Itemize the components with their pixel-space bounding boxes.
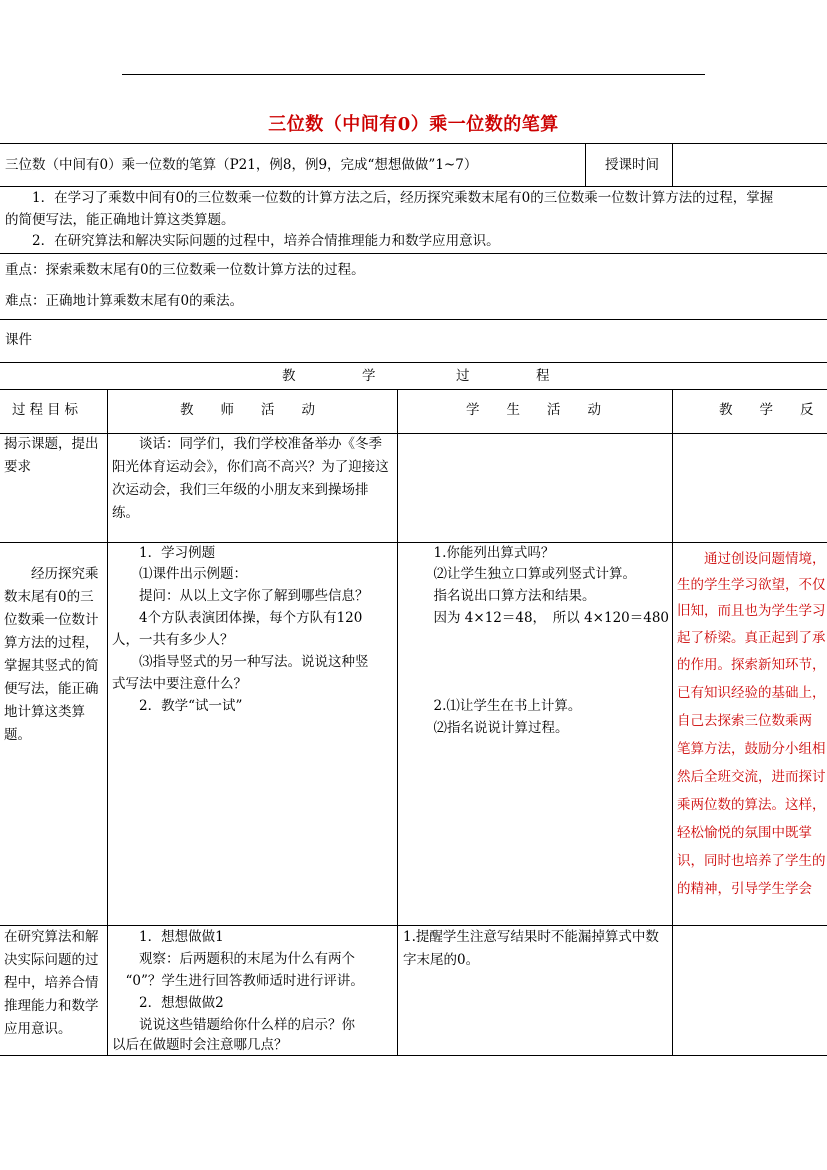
row2-teacher-line: ⑶指导竖式的另一种写法。说说这种竖: [112, 654, 369, 670]
row2-teacher-line: 1．学习例题: [112, 545, 216, 561]
row1-goal: 揭示课题，提出要求: [4, 436, 99, 475]
row2-teacher-line: 式写法中要注意什么？: [112, 676, 247, 692]
row2-reflection-line: 自己去探索三位数乘两: [677, 713, 812, 729]
row2-reflection-line: 起了桥梁。真正起到了承: [677, 630, 826, 646]
row2-student-line: ⑵让学生独立口算或列竖式计算。: [420, 566, 636, 582]
row2-reflection-line: 的作用。探索新知环节，: [677, 657, 826, 673]
table-border: [397, 389, 398, 1055]
row2-student-line: ⑵指名说说计算过程。: [420, 720, 569, 736]
table-border: [585, 143, 586, 186]
row2-student-line: 因为 4×12＝48， 所以 4×120＝480: [420, 610, 670, 626]
table-border: [0, 253, 827, 254]
row2-student-line: 2.⑴让学生在书上计算。: [420, 698, 582, 714]
key-point: 重点：探索乘数末尾有0的三位数乘一位数计算方法的过程。: [5, 262, 365, 278]
table-border: [107, 389, 108, 1055]
row3-teacher-line: 观察：后两题积的末尾为什么有两个: [112, 951, 355, 967]
column-header-student: 学 生 活 动: [466, 402, 601, 418]
row2-reflection-line: 识，同时也培养了学生的: [677, 853, 826, 869]
row2-reflection-line: 已有知识经验的基础上，: [677, 685, 826, 701]
process-header-char: 教: [282, 368, 296, 384]
process-header-char: 学: [362, 368, 376, 384]
header-rule: [122, 74, 705, 75]
time-label: 授课时间: [605, 157, 659, 173]
materials: 课件: [5, 332, 32, 348]
objective-line: 的简便写法，能正确地计算这类算题。: [5, 212, 235, 228]
row2-reflection-line: 乘两位数的算法。这样，: [677, 797, 826, 813]
row2-teacher-line: 人，一共有多少人？: [112, 632, 234, 648]
row3-teacher-line: 以后在做题时会注意哪几点？: [112, 1037, 288, 1053]
row2-reflection-line: 旧知，而且也为学生学习: [677, 603, 826, 619]
process-header-char: 过: [456, 368, 470, 384]
row2-student-line: 1.你能列出算式吗？: [420, 545, 555, 561]
table-border: [0, 389, 827, 390]
row2-goal: 经历探究乘数末尾有0的三位数乘一位数计算方法的过程，掌握其竖式的简便写法，能正确地计算这类算题。: [4, 566, 99, 743]
table-border: [672, 389, 673, 1055]
column-header-reflection: 教 学 反: [719, 402, 814, 418]
row3-teacher-line: 1．想想做做1: [112, 929, 224, 945]
row2-reflection-line: 的精神，引导学生学会: [677, 881, 812, 897]
table-border: [672, 143, 673, 186]
difficulty: 难点：正确地计算乘数末尾有0的乘法。: [5, 293, 244, 309]
row3-goal: 在研究算法和解决实际问题的过程中，培养合情推理能力和数学应用意识。: [4, 929, 99, 1037]
row3-teacher-line: “0”？学生进行回答教师适时进行评讲。: [112, 973, 364, 989]
row2-reflection-line: 然后全班交流，进而探讨: [677, 769, 826, 785]
table-border: [0, 143, 827, 144]
objective-line: 1．在学习了乘数中间有0的三位数乘一位数的计算方法之后，经历探究乘数末尾有0的三位数乘一位数计算方法的过程，掌握: [32, 190, 774, 206]
row3-student: 1.提醒学生注意写结果时不能漏掉算式中数字末尾的0。: [403, 929, 659, 968]
row2-reflection-line: 轻松愉悦的氛围中既掌: [677, 825, 812, 841]
column-header-goal: 过程目标: [12, 402, 82, 418]
table-border: [0, 319, 827, 320]
process-header-char: 程: [536, 368, 550, 384]
row3-teacher-line: 2．想想做做2: [112, 995, 224, 1011]
row2-student-line: 指名说出口算方法和结果。: [420, 588, 596, 604]
row2-reflection-line: 笔算方法，鼓励分小组相: [677, 741, 826, 757]
objective-line: 2．在研究算法和解决实际问题的过程中，培养合情推理能力和数学应用意识。: [32, 233, 500, 249]
row2-teacher-line: 2．教学“试一试”: [112, 698, 243, 714]
row2-teacher-line: ⑴课件出示例题：: [112, 566, 247, 582]
row2-reflection-line: 生的学生学习欲望，不仅: [677, 577, 826, 593]
row2-reflection-line: 通过创设问题情境，: [677, 551, 826, 567]
lesson-topic: 三位数（中间有0）乘一位数的笔算（P21，例8，例9，完成“想想做做”1~7）: [5, 157, 478, 173]
page-title: 三位数（中间有0）乘一位数的笔算: [268, 114, 559, 135]
row2-teacher-line: 提问：从以上文字你了解到哪些信息？: [112, 588, 369, 604]
row1-teacher: 谈话：同学们，我们学校准备举办《冬季阳光体育运动会》，你们高不高兴？为了迎接这次运动会，我们三年级的小朋友来到操场排练。: [112, 436, 389, 521]
row2-teacher-line: 4个方队表演团体操，每个方队有120: [112, 610, 363, 626]
table-border: [0, 362, 827, 363]
column-header-teacher: 教 师 活 动: [180, 402, 315, 418]
row3-teacher-line: 说说这些错题给你什么样的启示？你: [112, 1017, 355, 1033]
